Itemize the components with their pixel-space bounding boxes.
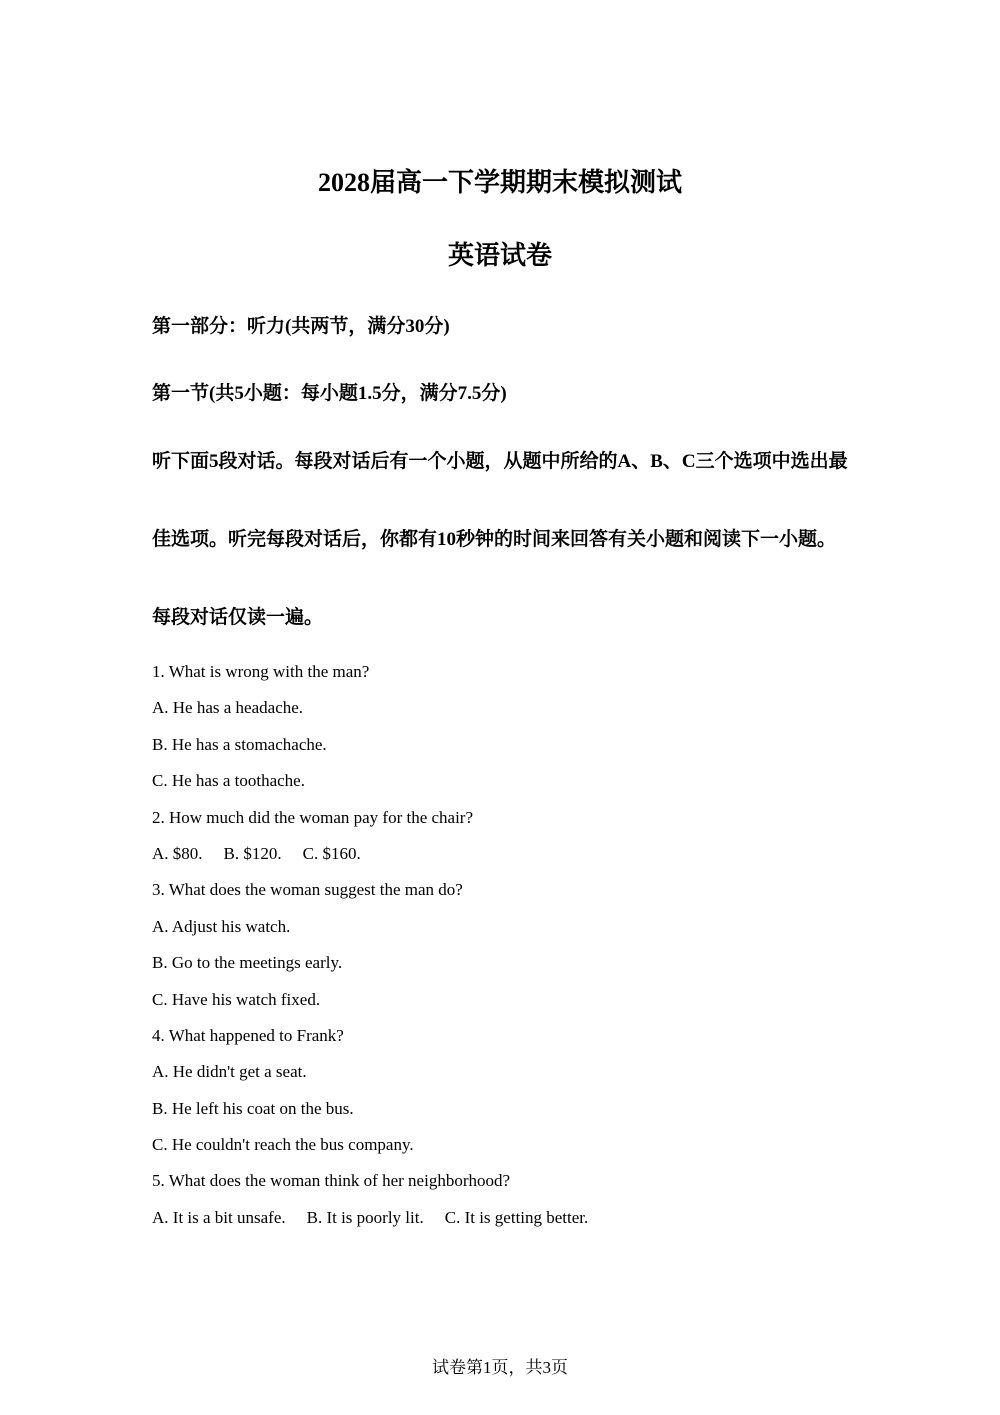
question-options-row xyxy=(152,1206,852,1242)
question-stem: 1. What is wrong with the man? xyxy=(152,662,370,681)
question-option: C. He has a toothache. xyxy=(152,771,305,791)
question-option: C. It is getting better. xyxy=(444,1207,589,1227)
page-footer: 试卷第1页，共3页 xyxy=(432,1358,568,1377)
question-option: B. Go to the meetings early. xyxy=(152,953,343,973)
question-options-row xyxy=(152,842,852,878)
question-option: B. He has a stomachache. xyxy=(152,734,327,754)
section-heading: 第一节(共5小题：每小题1.5分，满分7.5分) xyxy=(152,383,507,404)
exam-subtitle: 英语试卷 xyxy=(447,241,552,270)
question-option: A. $80. xyxy=(152,843,203,863)
question-option: A. Adjust his watch. xyxy=(152,916,291,936)
question-option: A. He didn't get a seat. xyxy=(152,1062,307,1082)
question-stem: 5. What does the woman think of her neighborhood? xyxy=(152,1171,511,1191)
question-option: A. He has a headache. xyxy=(152,698,304,718)
question-stem: 3. What does the woman suggest the man do? xyxy=(152,880,463,900)
question-option: C. He couldn't reach the bus company. xyxy=(152,1135,414,1155)
part-heading: 第一部分：听力(共两节，满分30分) xyxy=(152,316,450,337)
question-stem: 4. What happened to Frank? xyxy=(152,1025,344,1045)
question-list xyxy=(152,660,852,1242)
exam-title: 2028届高一下学期期末模拟测试 xyxy=(317,168,682,197)
question-option: B. It is poorly lit. xyxy=(306,1207,424,1227)
question-option: C. Have his watch fixed. xyxy=(152,989,321,1009)
question-option: B. $120. xyxy=(223,843,282,863)
question-option: B. He left his coat on the bus. xyxy=(152,1098,354,1118)
listening-instructions: 听下面5段对话。每段对话后有一个小题，从题中所给的A、B、C三个选项中选出最佳选项。听完每段对话后，你都有10秒钟的时间来回答有关小题和阅读下一小题。每段对话仅读一遍。 xyxy=(152,451,848,628)
question-option: C. $160. xyxy=(302,843,361,863)
question-stem: 2. How much did the woman pay for the chair? xyxy=(152,807,474,827)
question-option: A. It is a bit unsafe. xyxy=(152,1207,286,1227)
